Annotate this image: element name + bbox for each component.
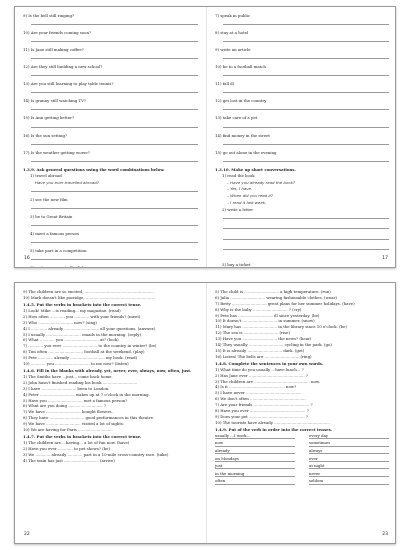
item-text: write an essay in English bbox=[35, 265, 85, 268]
exercise-line: 5) I usually ............................ emails in the morning. (reply) bbox=[23, 331, 141, 337]
answer-line bbox=[31, 221, 198, 227]
phrase-item: 9) write an article bbox=[215, 47, 251, 53]
answer-line bbox=[223, 156, 389, 162]
exercise-line: 12) The sea is ............................ (rise) bbox=[215, 330, 290, 336]
answer-line bbox=[31, 156, 198, 162]
answer-line bbox=[223, 139, 389, 145]
adverb-cell: in the morning bbox=[215, 471, 295, 477]
question: 13) Are you still learning to play table tennis? bbox=[23, 81, 114, 87]
answer-line bbox=[223, 122, 389, 128]
adverb-cell: now bbox=[215, 440, 295, 446]
question: 17) Is the weather getting worse? bbox=[23, 149, 90, 155]
dialogue-line: – Have you already read the book? bbox=[227, 179, 295, 185]
exercise-line: 5) The child is ............................ a high temperature. (run) bbox=[215, 289, 331, 294]
answer-line bbox=[31, 139, 198, 145]
answer-line bbox=[223, 245, 389, 251]
exercise-line: 9) Pete has ............................ ill since yesterday. (be) bbox=[215, 312, 320, 318]
exercise-heading: 1.4.6. Fill in the blanks with already, yet, never, ever, always, now, often, just. bbox=[23, 367, 192, 373]
exercise-line: 6) What are you doing ............................ ? bbox=[23, 403, 107, 409]
answer-line bbox=[223, 105, 389, 111]
phrase-item: 10) be to a football match bbox=[215, 64, 266, 70]
phrase-list bbox=[215, 13, 389, 162]
answer-line bbox=[31, 88, 198, 94]
exercise-lines bbox=[23, 289, 198, 463]
exercise-line: 14) They usually ............................ cycling in the park. (go) bbox=[215, 341, 332, 347]
dialogue-line: – When did you read it? bbox=[227, 193, 273, 199]
exercise-line: 1) Look! Mike ...is reading... my magazine. (read) bbox=[23, 308, 121, 314]
exercise-line: 5) Have you ............................ met a famous person? bbox=[23, 397, 128, 403]
phrase-item: 15) go out alone in the evening bbox=[215, 149, 277, 155]
exercise-line: 6) What ............ you ............................ at? (look) bbox=[23, 337, 119, 343]
exercise-line: 10) Mark doesn't like porridge, ........................................................ bbox=[23, 294, 156, 300]
page-17 bbox=[206, 7, 396, 267]
answer-line bbox=[223, 88, 389, 94]
adverb-cell: seldom bbox=[309, 478, 389, 484]
item-text: travel abroad bbox=[35, 173, 62, 179]
exercise-line: 1) What time do you usually ...have lunch... ? bbox=[215, 366, 304, 372]
exercise-line: 4) Is it ............................................. now? bbox=[215, 384, 297, 390]
page-number: 16 bbox=[24, 256, 30, 262]
exercise-line: 7) ............ you ever ............................ to the country in winter? (be) bbox=[23, 343, 157, 349]
answer-line bbox=[223, 54, 389, 60]
question: 11) Is Jane still making coffee? bbox=[23, 47, 84, 53]
item-number: 6) bbox=[30, 265, 34, 268]
phrase-item: 8) stay at a hotel bbox=[215, 30, 249, 36]
exercise-line: 2) John hasn't finished reading his book ............................ bbox=[23, 379, 138, 385]
adverb-cell: on Mondays bbox=[215, 456, 295, 462]
answer-line bbox=[223, 234, 389, 240]
exercise-line: 1) The children are ...having... a lot of fun now. (have) bbox=[23, 440, 130, 446]
answer-line bbox=[223, 213, 389, 219]
exercise-item bbox=[30, 265, 198, 268]
page-number: 22 bbox=[24, 532, 30, 538]
adverb-grid bbox=[215, 433, 389, 486]
question: 10) Are your friends coming soon? bbox=[23, 30, 92, 36]
exercise-item bbox=[30, 173, 198, 178]
exercise-line: 4) Peter ............................ wakes up at 7 o'clock in the morning. bbox=[23, 391, 150, 397]
question: 9) Is the bell still ringing? bbox=[23, 13, 75, 18]
answer-line bbox=[31, 238, 198, 244]
exercise-line: 3) The children are ............................................. now. bbox=[215, 378, 320, 384]
exercise-line: 1) The Smiths have ...just... come back home. bbox=[23, 374, 113, 380]
adverb-cell: every day bbox=[309, 433, 389, 439]
phrase-item: 14) find money in the street bbox=[215, 132, 270, 138]
answer-line bbox=[31, 71, 198, 77]
exercise-line: 6) We don't often ............................................. bbox=[215, 396, 306, 402]
book-spread-bottom bbox=[14, 282, 396, 544]
phrase-item: 7) speak in public bbox=[215, 13, 251, 18]
answer-line bbox=[31, 255, 198, 261]
item-text: see the new film bbox=[35, 196, 68, 202]
exercise-line: 2) Has Jane ever ............................................. ? bbox=[215, 372, 308, 378]
answer-line bbox=[31, 54, 198, 60]
exercise-line: 4) The train has just ............................ (arrive) bbox=[23, 457, 115, 463]
exercise-line: 13) Have you ............................ the news? (hear) bbox=[215, 336, 312, 341]
adverb-cell: at night bbox=[309, 463, 389, 469]
exercise-line: 10) We are having for Paris ............................ bbox=[23, 426, 113, 432]
exercise-line: 11) Mary has ............................ in the library since 10 o'clock. (be) bbox=[215, 324, 347, 330]
adverb-cell: just bbox=[215, 463, 295, 469]
item-number: 2) bbox=[30, 196, 34, 202]
item-number: 1) bbox=[30, 173, 34, 179]
dialogue-item-3: 3) buy a ticket bbox=[222, 262, 251, 268]
exercise-line: 3) Who ............................ now? (sing) bbox=[23, 319, 97, 325]
phrase-item: 12) get lost in the country bbox=[215, 98, 267, 104]
dialogue bbox=[215, 180, 389, 205]
exercise-line: 15) It is already ............................ dark. (get) bbox=[215, 347, 305, 353]
exercise-item bbox=[30, 248, 198, 253]
exercise-heading: 1.4.9. Put of the verb in order into the correct tenses. bbox=[215, 426, 333, 432]
item-text: meet a famous person bbox=[35, 231, 79, 237]
answer-line bbox=[223, 37, 389, 43]
handwritten-answer: Have you ever travelled abroad? bbox=[35, 179, 99, 185]
exercise-lines bbox=[215, 289, 389, 432]
answer-line bbox=[31, 105, 198, 111]
adverb-cell: often bbox=[215, 478, 295, 484]
exercise-line: 2) Have you ever ............ to pet shows? (be) bbox=[23, 445, 110, 451]
exercise-heading-1-3-9: 1.3.9. Ask general questions using the word combinations below. bbox=[23, 166, 165, 172]
question: 14) Is granny still watching TV? bbox=[23, 98, 86, 104]
phrase-item: 11) fall ill bbox=[215, 81, 234, 87]
question-list bbox=[23, 13, 198, 162]
adverb-cell: never bbox=[309, 471, 389, 477]
exercise-line: 7) Betty ............................ great plans for her summer holidays. (have) bbox=[215, 300, 355, 306]
answer-line bbox=[223, 20, 389, 26]
exercise-line: 10) ............ you ............................ to me now? (listen) bbox=[23, 360, 129, 366]
book-spread-top bbox=[14, 6, 396, 268]
exercise-line: 5) I have never ............................................. bbox=[215, 390, 302, 396]
adverb-cell: sometimes bbox=[309, 440, 389, 446]
exercise-heading: 1.4.8. Complete the sentences in your own words. bbox=[215, 360, 324, 366]
exercise-heading: 1.4.5. Put the verbs in brackets into the correct tense. bbox=[23, 301, 142, 307]
item-number: 5) bbox=[30, 248, 34, 254]
dialogue-line: – Yes, I have. bbox=[227, 186, 253, 192]
answer-line bbox=[31, 37, 198, 43]
exercise-line: 7) We have ............................ bought flowers. bbox=[23, 409, 113, 415]
exercise-line: 8) Tim often ............................ football at the weekend. (play) bbox=[23, 349, 145, 355]
dialogue-intro: 1) read the book bbox=[222, 173, 255, 179]
exercise-heading: 1.4.7. Put the verbs in brackets into the correct tense. bbox=[23, 434, 142, 440]
page-23 bbox=[206, 283, 396, 543]
answer-line bbox=[31, 186, 198, 192]
exercise-line: 3) We ............ already ............ part in a 10-mile cross-country race. (take) bbox=[23, 451, 169, 457]
page-number: 23 bbox=[382, 532, 388, 538]
adverb-cell: ever bbox=[309, 456, 389, 462]
answer-line bbox=[223, 71, 389, 77]
exercise-item bbox=[30, 214, 198, 219]
exercise-line: 3) I have ............................ been to London. bbox=[23, 385, 110, 391]
exercise-line: 2) How often ............ you ............ with your friends? (meet) bbox=[23, 313, 141, 319]
exercise-line: 8) Have you ever ............................................. ? bbox=[215, 407, 309, 413]
item-text: take part in a competition bbox=[35, 248, 87, 254]
exercise-line: 7) Are your friends ............................................. ? bbox=[215, 402, 313, 408]
adverb-cell: already bbox=[215, 448, 295, 454]
question: 15) Is Ann getting better? bbox=[23, 115, 75, 121]
exercise-line: 9) Pete ............ already ............................ my book. (read) bbox=[23, 355, 138, 361]
exercise-line: 4) I ............. already ............................ all your questions. (answer) bbox=[23, 325, 156, 331]
exercise-item bbox=[30, 231, 198, 236]
adverb-cell: usually ...I work... bbox=[215, 433, 295, 439]
dialogue-line: – I read it last week. bbox=[227, 199, 267, 205]
exercise-line: 10) The tourists have already ............................................. bbox=[215, 419, 330, 425]
adverb-cell: always bbox=[309, 448, 389, 454]
exercise-line: 9) We have ............................ visited a lot of sights. bbox=[23, 421, 125, 427]
exercise-line: 9) The children are so excited, ........................................................ bbox=[23, 289, 154, 294]
exercise-line: 16) Listen! The bells are ............................ (ring) bbox=[215, 353, 312, 359]
exercise-items bbox=[23, 173, 198, 268]
exercise-line: 6) Julia ............................ wearing fashionable clothes. (wear) bbox=[215, 294, 337, 300]
question: 16) Is the sun setting? bbox=[23, 132, 68, 138]
exercise-line: 9) Does your pet ............................................. ? bbox=[215, 413, 308, 419]
page-22 bbox=[15, 283, 206, 543]
question: 12) Are they still building a new school? bbox=[23, 64, 103, 70]
answer-line bbox=[31, 20, 198, 26]
exercise-line: 10) It doesn't ............................ in summer. (snow) bbox=[215, 318, 315, 324]
answer-line bbox=[31, 122, 198, 128]
exercise-line: 8) Why is the baby ............................ ? (cry) bbox=[215, 306, 302, 312]
item-number: 4) bbox=[30, 231, 34, 237]
exercise-heading-1-3-10: 1.3.10. Make up short conversations. bbox=[215, 166, 296, 172]
item-number: 3) bbox=[30, 214, 34, 220]
answer-line bbox=[223, 224, 389, 230]
page-16 bbox=[15, 7, 206, 267]
exercise-item bbox=[30, 197, 198, 202]
exercise-line: 8) They have ............................ good performances in this theatre. bbox=[23, 415, 155, 421]
dialogue-item-2: 2) write a letter bbox=[222, 206, 254, 212]
item-text: be to Great Britain bbox=[35, 214, 73, 220]
answer-line bbox=[31, 204, 198, 210]
phrase-item: 13) take care of a pet bbox=[215, 115, 258, 121]
page-number: 17 bbox=[382, 256, 388, 262]
